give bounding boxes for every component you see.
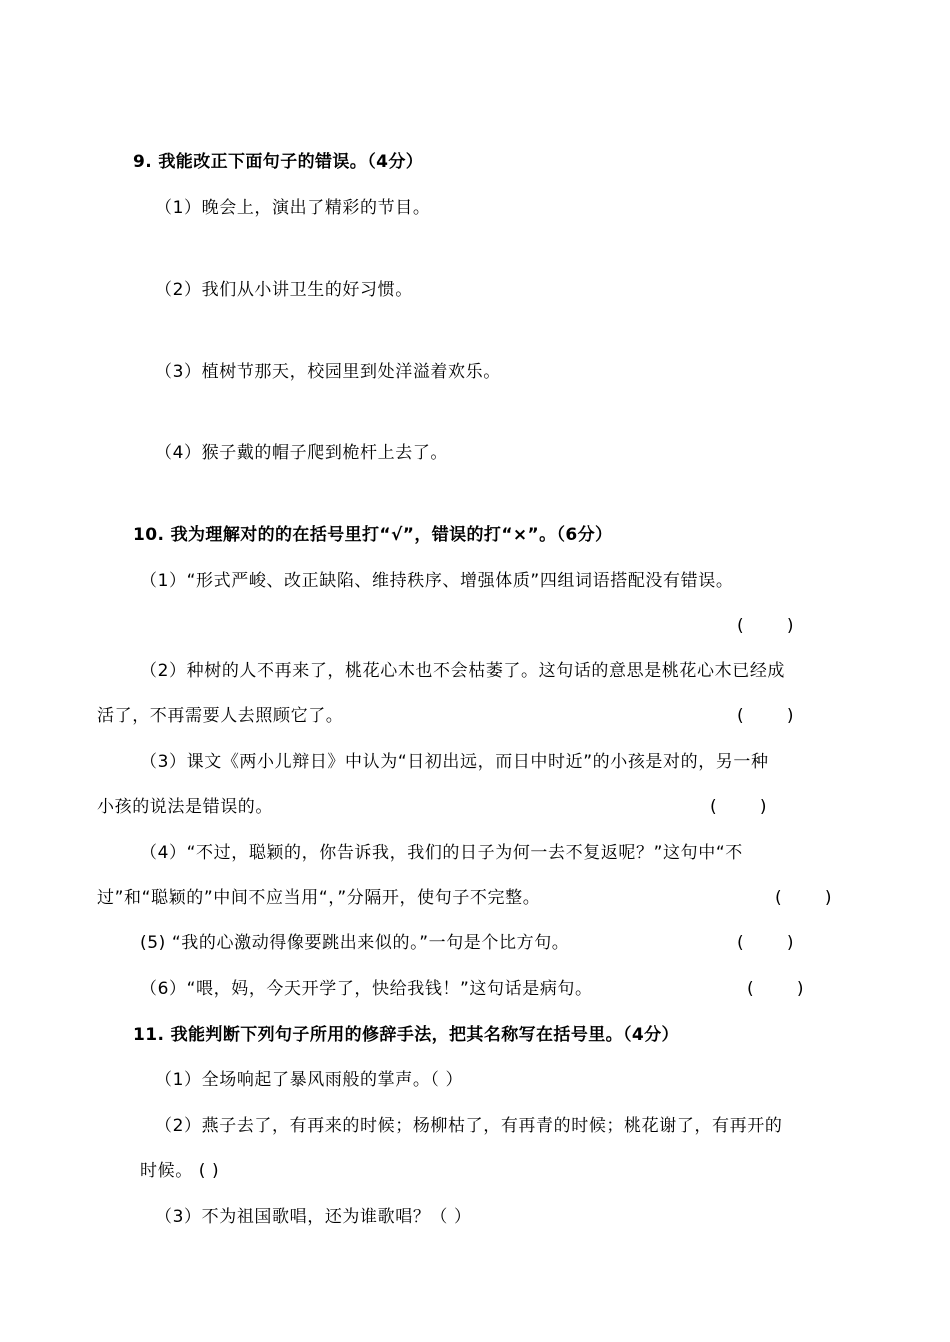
q9-item-4: （4）猴子戴的帽子爬到桅杆上去了。 — [155, 443, 449, 463]
q9-item-2: （2）我们从小讲卫生的好习惯。 — [155, 280, 413, 300]
q10-item-1: （1）“形式严峻、改正缺陷、维持秩序、增强体质”四组词语搭配没有错误。 — [140, 571, 734, 591]
q10-item-3-answer-blank[interactable]: ( ) — [710, 797, 767, 817]
q10-item-5: (5) “我的心激动得像要跳出来似的。”一句是个比方句。 — [140, 933, 570, 953]
q10-item-2-answer-blank[interactable]: ( ) — [737, 706, 794, 726]
q9-heading: 9. 我能改正下面句子的错误。（4分） — [133, 152, 424, 172]
q9-item-1: （1）晚会上，演出了精彩的节目。 — [155, 198, 431, 218]
q11-heading: 11. 我能判断下列句子所用的修辞手法，把其名称写在括号里。（4分） — [133, 1025, 679, 1045]
q11-item-2-line-1: （2）燕子去了，有再来的时候；杨柳枯了，有再青的时候；桃花谢了，有再开的 — [155, 1116, 783, 1136]
q10-item-3-line-1: （3）课文《两小儿辩日》中认为“日初出远，而日中时近”的小孩是对的，另一种 — [140, 752, 769, 772]
q10-item-5-answer-blank[interactable]: ( ) — [737, 933, 794, 953]
q10-item-3-line-2: 小孩的说法是错误的。 — [97, 797, 273, 817]
q10-item-6-answer-blank[interactable]: ( ) — [747, 979, 804, 999]
q10-item-2-line-2: 活了，不再需要人去照顾它了。 — [97, 706, 344, 726]
q10-item-4-line-1: （4）“不过，聪颖的，你告诉我，我们的日子为何一去不复返呢？”这句中“不 — [140, 843, 743, 863]
q11-item-1: （1）全场响起了暴风雨般的掌声。（ ） — [155, 1070, 464, 1090]
q10-heading: 10. 我为理解对的的在括号里打“√”，错误的打“×”。（6分） — [133, 525, 613, 545]
q10-item-1-answer-blank[interactable]: ( ) — [737, 616, 794, 636]
q10-item-4-answer-blank[interactable]: ( ) — [775, 888, 832, 908]
q10-item-4-line-2: 过”和“聪颖的”中间不应当用“，”分隔开，使句子不完整。 — [97, 888, 541, 908]
q9-item-3: （3）植树节那天，校园里到处洋溢着欢乐。 — [155, 362, 501, 382]
q10-item-2-line-1: （2）种树的人不再来了，桃花心木也不会枯萎了。这句话的意思是桃花心木已经成 — [140, 661, 786, 681]
q11-item-2-line-2: 时候。 ( ) — [140, 1161, 220, 1181]
q10-item-6: （6）“喂，妈，今天开学了，快给我钱！”这句话是病句。 — [140, 979, 593, 999]
q11-item-3: （3）不为祖国歌唱，还为谁歌唱？（ ） — [155, 1207, 472, 1227]
